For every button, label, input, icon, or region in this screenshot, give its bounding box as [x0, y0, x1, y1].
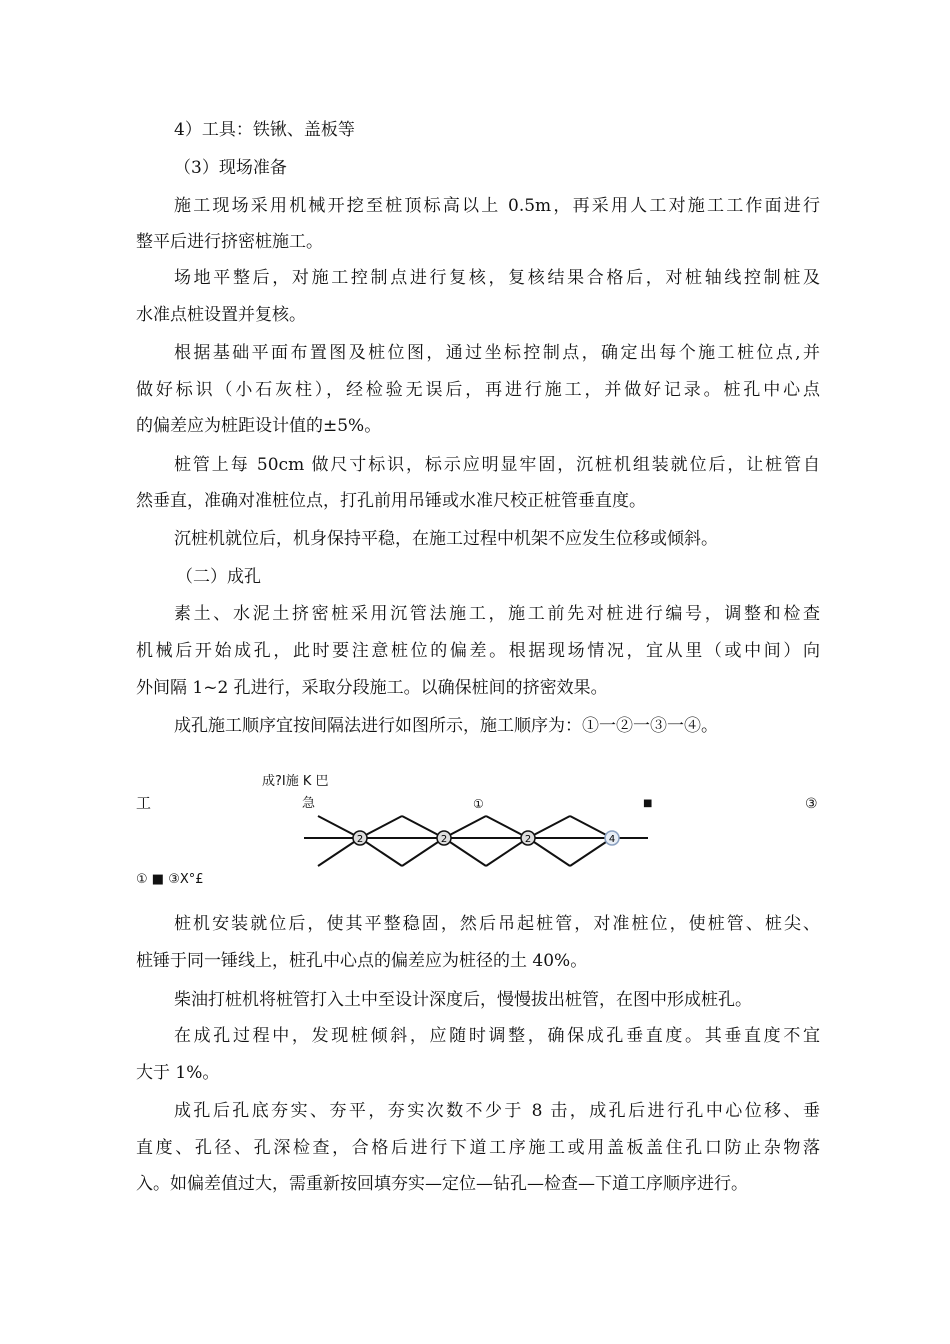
- text-line: 做好标识（小石灰柱），经检验无误后，再进行施工，并做好记录。桩孔中心点: [136, 380, 820, 400]
- text-line: 柴油打桩机将桩管打入土中至设计深度后，慢慢拔出桩管，在图中形成桩孔。: [174, 990, 752, 1010]
- text-line: 桩锤于同一锤线上，桩孔中心点的偏差应为桩径的土 40%。: [136, 951, 588, 971]
- node-label: 2: [524, 834, 532, 845]
- text-line: 桩管上每 50cm 做尺寸标识，标示应明显牢固，沉桩机组装就位后，让桩管自: [174, 455, 820, 475]
- figure-caption: ① ■ ③X°£: [136, 872, 204, 887]
- figure-left-label: 工: [136, 794, 152, 812]
- text-line: 根据基础平面布置图及桩位图，通过坐标控制点，确定出每个施工桩位点,并: [174, 343, 820, 363]
- text-line: 桩机安装就位后，使其平整稳固，然后吊起桩管，对准桩位，使桩管、桩尖、: [174, 914, 820, 934]
- text-line: 机械后开始成孔，此时要注意桩位的偏差。根据现场情况，宜从里（或中间）向: [136, 641, 820, 661]
- text-line: 场地平整后，对施工控制点进行复核，复核结果合格后，对桩轴线控制桩及: [174, 268, 820, 288]
- text-line: 水准点桩设置并复核。: [136, 305, 306, 325]
- text-line: 外间隔 1~2 孔进行，采取分段施工。以确保桩间的挤密效果。: [136, 678, 608, 698]
- figure-label-square: ■: [643, 798, 653, 809]
- text-line: 整平后进行挤密桩施工。: [136, 232, 323, 252]
- text-line: （3）现场准备: [174, 158, 287, 178]
- text-line: 成孔施工顺序宜按间隔法进行如图所示，施工顺序为：①一②一③一④。: [174, 716, 718, 736]
- pile-node: [521, 831, 535, 845]
- text-line: 入。如偏差值过大，需重新按回填夯实—定位—钻孔—检查—下道工序顺序进行。: [136, 1174, 748, 1194]
- text-line: 在成孔过程中，发现桩倾斜，应随时调整，确保成孔垂直度。其垂直度不宜: [174, 1026, 820, 1046]
- text-line: 直度、孔径、孔深检查，合格后进行下道工序施工或用盖板盖住孔口防止杂物落: [136, 1138, 820, 1158]
- pile-node: [605, 831, 619, 845]
- pile-node: [437, 831, 451, 845]
- pile-sequence-diagram: [300, 808, 660, 878]
- figure-title: 成?I施 K 巴: [262, 774, 329, 789]
- text-line: 沉桩机就位后，机身保持平稳，在施工过程中机架不应发生位移或倾斜。: [174, 529, 718, 549]
- text-line: 成孔后孔底夯实、夯平，夯实次数不少于 8 击，成孔后进行孔中心位移、垂: [174, 1101, 820, 1121]
- text-line: 4）工具：铁锹、盖板等: [174, 120, 355, 140]
- text-line: 大于 1%。: [136, 1063, 220, 1083]
- figure-label-ji: 急: [302, 796, 316, 811]
- node-label: 4: [608, 834, 616, 845]
- node-label: 2: [356, 834, 364, 845]
- text-line: 施工现场采用机械开挖至桩顶标高以上 0.5m，再采用人工对施工工作面进行: [174, 196, 820, 216]
- text-line: 的偏差应为桩距设计值的±5%。: [136, 416, 382, 436]
- pile-node: [353, 831, 367, 845]
- node-label: 2: [440, 834, 448, 845]
- figure-label-circle-3: ③: [805, 796, 818, 812]
- text-line: 素土、水泥土挤密桩采用沉管法施工，施工前先对桩进行编号，调整和检查: [174, 604, 820, 624]
- figure-label-circle-1: ①: [473, 797, 484, 811]
- text-line: 然垂直，准确对准桩位点，打孔前用吊锤或水准尺校正桩管垂直度。: [136, 491, 646, 511]
- section-heading: （二）成孔: [176, 567, 261, 587]
